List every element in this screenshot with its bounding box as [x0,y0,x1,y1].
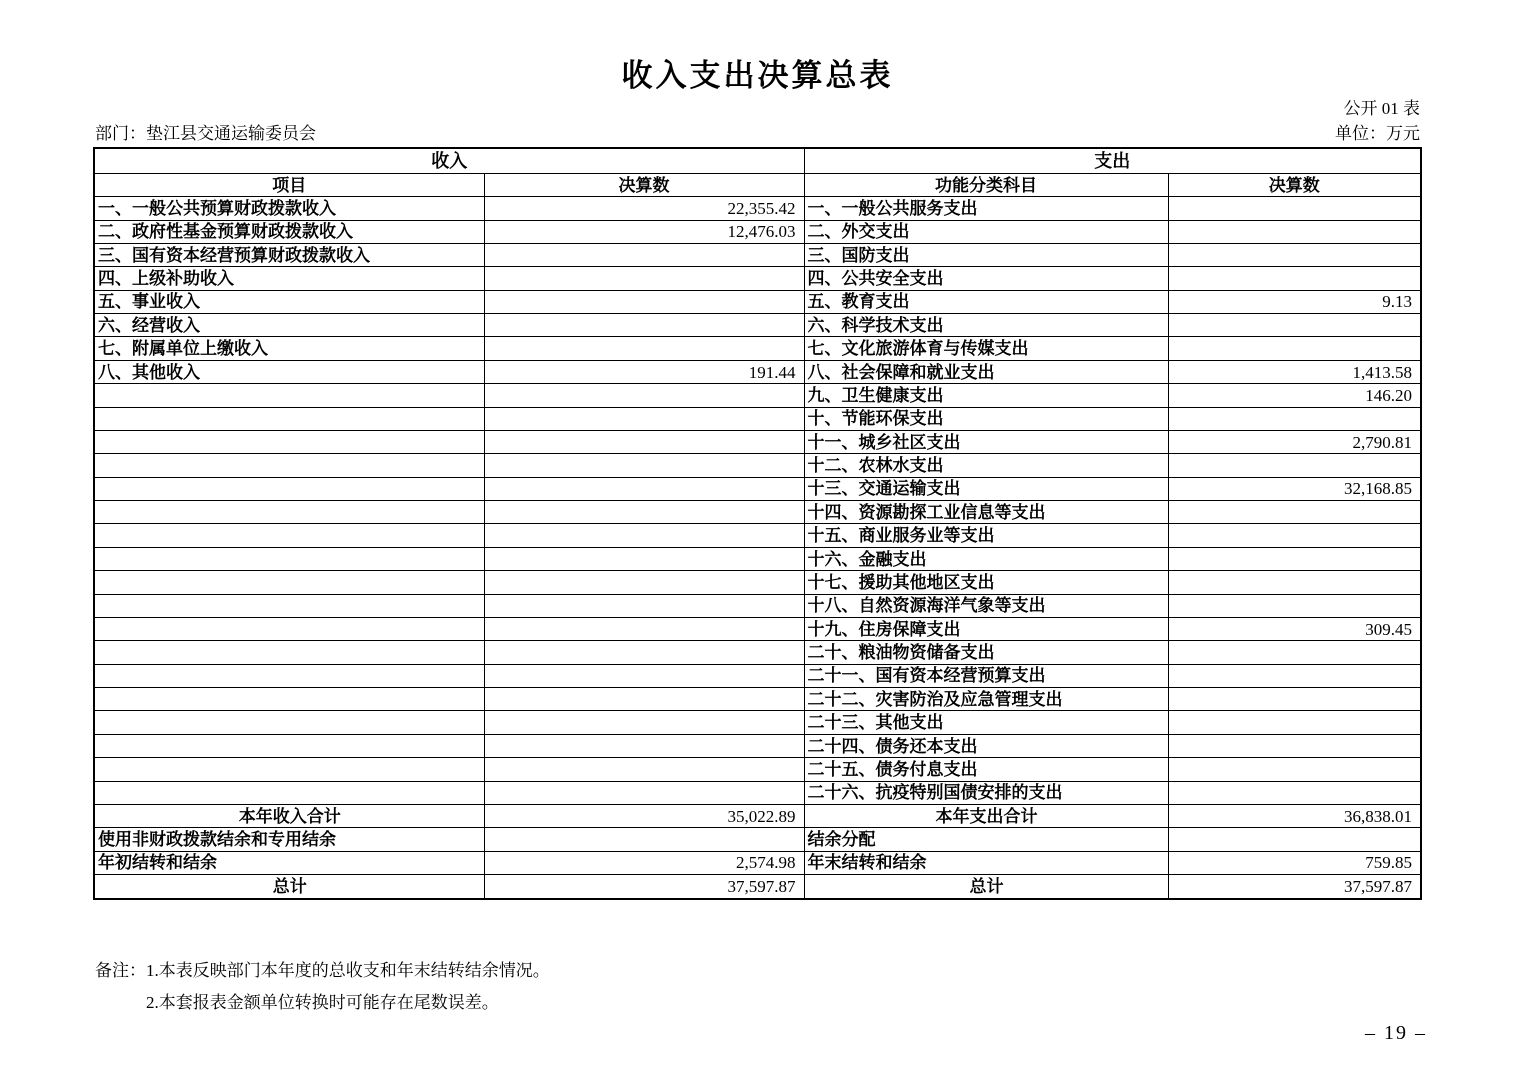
income-amount-cell [484,711,804,734]
expense-amount-cell [1168,243,1421,266]
department-label: 部门：垫江县交通运输委员会 [95,124,316,143]
expense-item-cell: 四、公共安全支出 [804,267,1168,290]
table-row [94,314,1421,337]
expense-item-cell: 十五、商业服务业等支出 [804,524,1168,547]
table-row [94,430,1421,453]
income-amount-cell [484,688,804,711]
table-row [94,243,1421,266]
expense-amount-cell [1168,197,1421,220]
expense-amount-cell [1168,267,1421,290]
income-amount-cell [484,594,804,617]
income-item-cell [94,688,484,711]
income-item-cell: 本年收入合计 [94,804,484,827]
expense-amount-cell [1168,407,1421,430]
income-item-cell [94,641,484,664]
expense-item-cell: 结余分配 [804,828,1168,851]
income-item-cell [94,781,484,804]
income-item-cell [94,407,484,430]
income-item-cell: 一、一般公共预算财政拨款收入 [94,197,484,220]
expense-item-cell: 十七、援助其他地区支出 [804,571,1168,594]
expense-item-cell: 二、外交支出 [804,220,1168,243]
income-item-cell [94,594,484,617]
expense-item-cell: 本年支出合计 [804,804,1168,827]
table-row [94,524,1421,547]
expense-amount-cell: 37,597.87 [1168,875,1421,899]
income-amount-cell [484,477,804,500]
expense-amount-cell: 9.13 [1168,290,1421,313]
expense-amount-cell: 759.85 [1168,851,1421,874]
income-amount-cell: 35,022.89 [484,804,804,827]
income-item-cell: 五、事业收入 [94,290,484,313]
column-header-row [94,173,1421,196]
income-amount-cell [484,430,804,453]
expense-amount-cell [1168,454,1421,477]
income-amount-cell: 191.44 [484,360,804,383]
expense-item-cell: 二十二、灾害防治及应急管理支出 [804,688,1168,711]
income-item-cell [94,617,484,640]
table-row [94,197,1421,220]
table-row [94,360,1421,383]
expense-item-cell: 二十四、债务还本支出 [804,734,1168,757]
income-item-cell [94,734,484,757]
income-amount-cell [484,734,804,757]
expense-amount-cell [1168,664,1421,687]
income-amount-cell [484,641,804,664]
expense-amount-cell [1168,828,1421,851]
expense-amount-cell [1168,501,1421,524]
table-row [94,851,1421,874]
expense-item-cell: 八、社会保障和就业支出 [804,360,1168,383]
income-item-cell [94,384,484,407]
income-item-column-header: 项目 [94,173,484,196]
table-row [94,758,1421,781]
income-amount-cell [484,454,804,477]
income-amount-cell [484,267,804,290]
income-amount-column-header: 决算数 [484,173,804,196]
income-amount-cell [484,524,804,547]
table-row [94,501,1421,524]
expense-item-cell: 六、科学技术支出 [804,314,1168,337]
table-number: 公开 01 表 [1343,99,1420,118]
notes-label: 备注： [95,961,146,980]
income-item-cell [94,711,484,734]
expense-item-cell: 十四、资源勘探工业信息等支出 [804,501,1168,524]
expense-amount-cell [1168,711,1421,734]
expense-amount-cell [1168,571,1421,594]
meta-row [95,119,1420,144]
expense-amount-cell [1168,594,1421,617]
expense-amount-cell [1168,524,1421,547]
table-row [94,384,1421,407]
income-amount-cell [484,758,804,781]
income-amount-cell [484,664,804,687]
income-amount-cell: 12,476.03 [484,220,804,243]
expense-amount-cell [1168,641,1421,664]
income-amount-cell: 22,355.42 [484,197,804,220]
expense-item-cell: 二十三、其他支出 [804,711,1168,734]
expense-amount-cell: 309.45 [1168,617,1421,640]
expense-item-cell: 十三、交通运输支出 [804,477,1168,500]
expense-amount-cell: 36,838.01 [1168,804,1421,827]
income-amount-cell [484,384,804,407]
income-amount-cell [484,571,804,594]
table-row [94,220,1421,243]
table-row [94,828,1421,851]
income-item-cell [94,501,484,524]
table-row [94,594,1421,617]
expense-item-column-header: 功能分类科目 [804,173,1168,196]
expense-amount-cell: 2,790.81 [1168,430,1421,453]
income-item-cell [94,571,484,594]
summary-table-body [94,148,1421,899]
table-row [94,641,1421,664]
section-header-row [94,148,1421,173]
table-row [94,454,1421,477]
expense-item-cell: 三、国防支出 [804,243,1168,266]
expense-item-cell: 二十五、债务付息支出 [804,758,1168,781]
income-amount-cell [484,290,804,313]
expense-item-cell: 十一、城乡社区支出 [804,430,1168,453]
income-item-cell [94,547,484,570]
income-amount-cell [484,547,804,570]
expense-amount-cell [1168,688,1421,711]
income-amount-cell [484,243,804,266]
expense-item-cell: 十八、自然资源海洋气象等支出 [804,594,1168,617]
income-amount-cell: 2,574.98 [484,851,804,874]
note-line: 2.本套报表金额单位转换时可能存在尾数误差。 [146,993,499,1012]
expense-amount-cell: 146.20 [1168,384,1421,407]
expense-amount-cell [1168,734,1421,757]
page-number: – 19 – [1365,1022,1427,1044]
income-amount-cell [484,407,804,430]
table-row [94,734,1421,757]
table-row [94,547,1421,570]
income-item-cell: 七、附属单位上缴收入 [94,337,484,360]
income-item-cell: 年初结转和结余 [94,851,484,874]
table-row [94,407,1421,430]
income-amount-cell [484,314,804,337]
expense-amount-cell [1168,220,1421,243]
table-row [94,688,1421,711]
expense-item-cell: 十九、住房保障支出 [804,617,1168,640]
expense-item-cell: 一、一般公共服务支出 [804,197,1168,220]
expense-item-cell: 总计 [804,875,1168,899]
expense-item-cell: 二十、粮油物资储备支出 [804,641,1168,664]
page-title: 收入支出决算总表 [621,58,894,93]
income-item-cell: 四、上级补助收入 [94,267,484,290]
expense-amount-cell [1168,547,1421,570]
income-item-cell [94,664,484,687]
unit-label: 单位：万元 [1335,124,1420,143]
table-row [94,571,1421,594]
expense-item-cell: 二十一、国有资本经营预算支出 [804,664,1168,687]
expense-item-cell: 七、文化旅游体育与传媒支出 [804,337,1168,360]
expense-item-cell: 二十六、抗疫特别国债安排的支出 [804,781,1168,804]
income-item-cell: 总计 [94,875,484,899]
expense-amount-cell [1168,337,1421,360]
income-amount-cell: 37,597.87 [484,875,804,899]
income-item-cell [94,477,484,500]
income-amount-cell [484,617,804,640]
summary-table [93,147,1422,900]
table-row [94,290,1421,313]
income-item-cell: 使用非财政拨款结余和专用结余 [94,828,484,851]
expense-amount-cell [1168,781,1421,804]
income-item-cell: 三、国有资本经营预算财政拨款收入 [94,243,484,266]
income-item-cell: 二、政府性基金预算财政拨款收入 [94,220,484,243]
income-amount-cell [484,501,804,524]
expense-amount-cell [1168,314,1421,337]
table-row [94,477,1421,500]
expense-amount-cell: 32,168.85 [1168,477,1421,500]
income-amount-cell [484,781,804,804]
expense-amount-cell [1168,758,1421,781]
income-amount-cell [484,828,804,851]
income-section-header: 收入 [94,148,804,173]
note-line: 1.本表反映部门本年度的总收支和年末结转结余情况。 [146,961,550,980]
note-lines [146,956,550,1013]
table-row [94,664,1421,687]
income-item-cell [94,758,484,781]
expense-amount-column-header: 决算数 [1168,173,1421,196]
expense-item-cell: 年末结转和结余 [804,851,1168,874]
table-row [94,337,1421,360]
table-row [94,711,1421,734]
table-row [94,875,1421,899]
income-item-cell [94,454,484,477]
expense-item-cell: 十六、金融支出 [804,547,1168,570]
notes [95,956,550,1013]
income-item-cell: 八、其他收入 [94,360,484,383]
income-item-cell [94,524,484,547]
income-item-cell: 六、经营收入 [94,314,484,337]
expense-item-cell: 十、节能环保支出 [804,407,1168,430]
income-item-cell [94,430,484,453]
expense-amount-cell: 1,413.58 [1168,360,1421,383]
expense-item-cell: 九、卫生健康支出 [804,384,1168,407]
expense-item-cell: 十二、农林水支出 [804,454,1168,477]
income-amount-cell [484,337,804,360]
table-row [94,617,1421,640]
table-row [94,267,1421,290]
expense-item-cell: 五、教育支出 [804,290,1168,313]
expense-section-header: 支出 [804,148,1421,173]
table-row [94,781,1421,804]
table-row [94,804,1421,827]
